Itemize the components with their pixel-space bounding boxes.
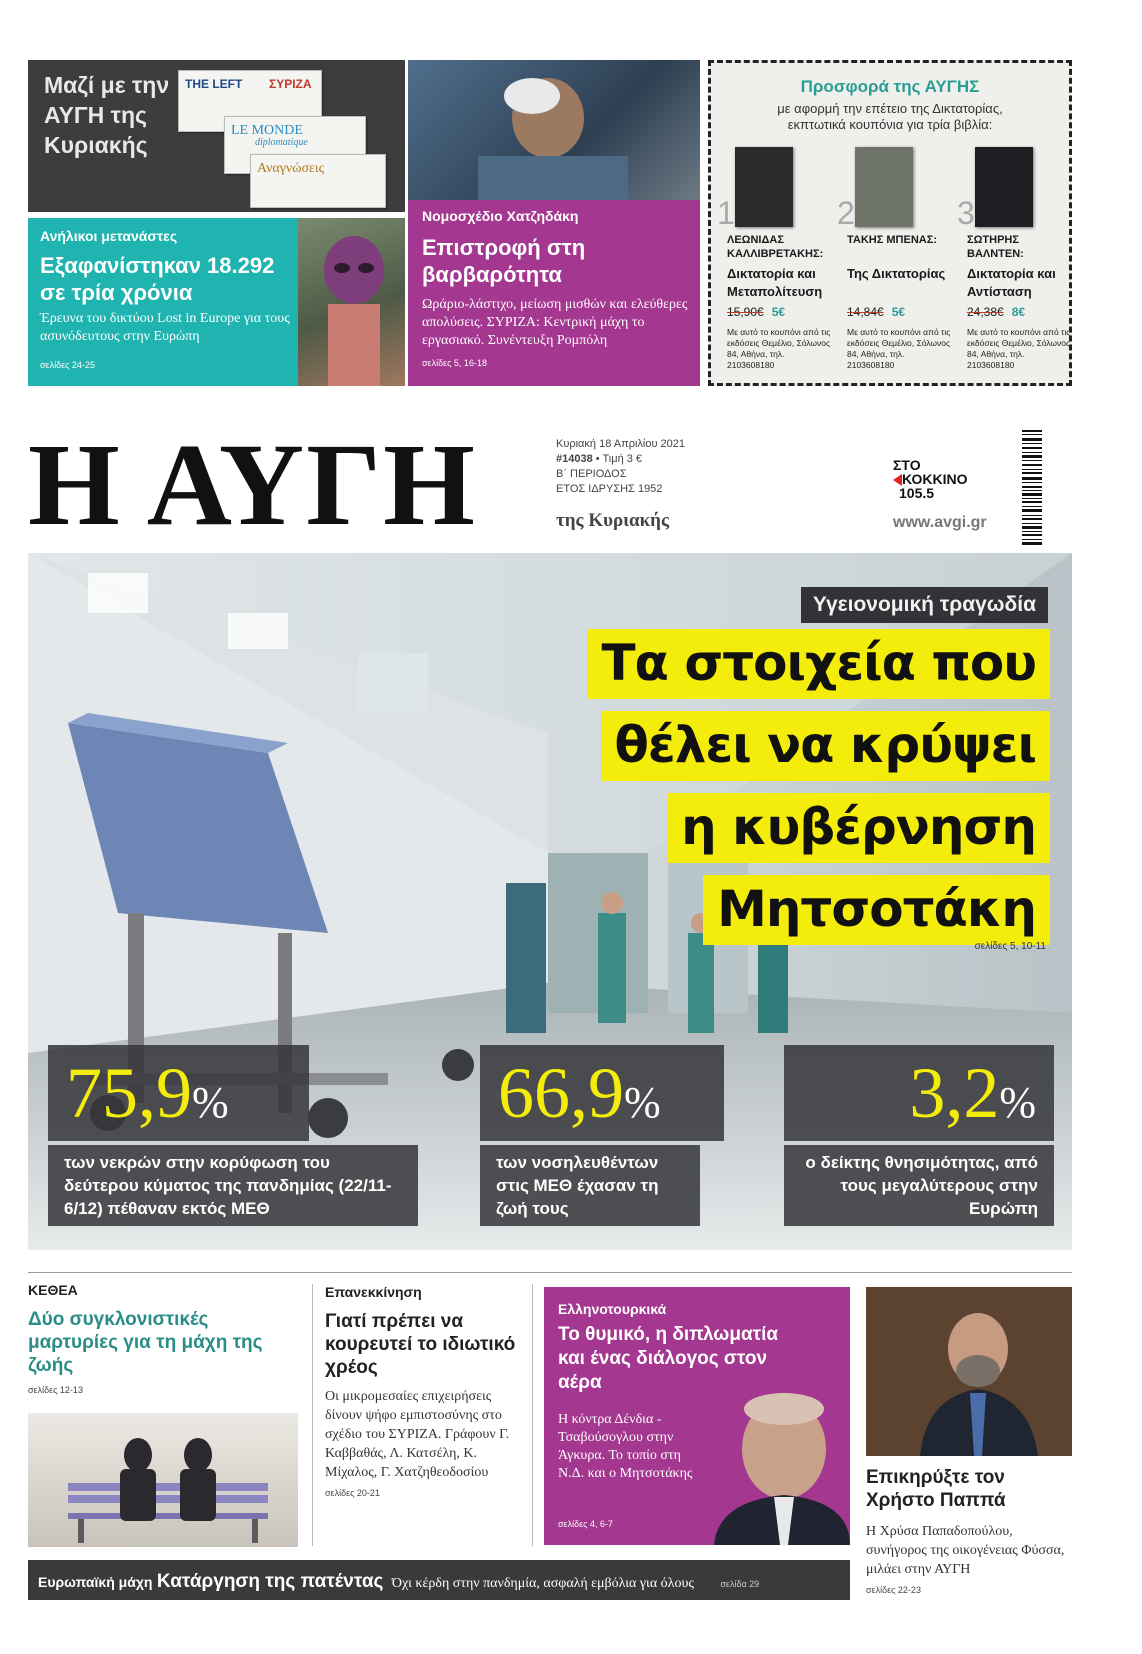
column-divider	[312, 1284, 313, 1546]
patent-line	[38, 1571, 759, 1593]
radio-logo[interactable]	[893, 458, 967, 500]
book-author: ΛΕΩΝΙΔΑΣ ΚΑΛΛΙΒΡΕΤΑΚΗΣ:	[727, 234, 824, 260]
issue-period: Β΄ ΠΕΡΙΟΔΟΣ	[556, 468, 627, 480]
pappas-pages: σελίδες 22-23	[866, 1585, 921, 1595]
stat-caption: των νοσηλευθέντων στις ΜΕΘ έχασαν τη ζωή τους	[480, 1145, 700, 1226]
pappas-photo	[866, 1287, 1072, 1456]
paper-title-monde: LE MONDE	[231, 123, 303, 138]
restart-story[interactable]	[325, 1284, 520, 1498]
hero-headline-line: Τα στοιχεία που	[587, 629, 1050, 699]
minors-headline: Εξαφανίστηκαν 18.292 σε τρία χρόνια	[40, 253, 275, 305]
section-divider	[28, 1272, 1072, 1273]
restart-kicker: Επανεκκίνηση	[325, 1284, 422, 1300]
greek-turkish-story[interactable]	[544, 1287, 850, 1545]
book-cover-3	[975, 147, 1033, 227]
column-divider	[532, 1284, 533, 1546]
greek-turkish-kicker: Ελληνοτουρκικά	[558, 1301, 667, 1317]
paper-subtitle-monde: diplomatique	[255, 137, 308, 148]
restart-headline: Γιατί πρέπει να κουρευτεί το ιδιωτικό χρέος	[325, 1311, 516, 1378]
book-price	[847, 305, 905, 319]
bill-kicker: Νομοσχέδιο Χατζηδάκη	[422, 208, 579, 224]
paper-title-syriza: ΣΥΡΙΖΑ	[269, 77, 312, 91]
old-price: 24,38€	[967, 305, 1004, 319]
bill-body: Ωράριο-λάστιχο, μείωση μισθών και ελεύθερες απολύσεις. ΣΥΡΙΖΑ: Κεντρική μάχη το εργασιακό. Συνέντευξη Ρομπόλη	[422, 297, 688, 348]
hero-headline-line: η κυβέρνηση	[667, 793, 1050, 863]
book-cover-1	[735, 147, 793, 227]
stat-unit: %	[999, 1078, 1036, 1127]
man-portrait-illustration	[866, 1287, 1072, 1456]
radio-line2: ΚΟΚΚΙΝΟ	[902, 471, 968, 487]
book-author: ΣΩΤΗΡΗΣ ΒΑΛΝΤΕΝ:	[967, 234, 1024, 260]
book-price	[967, 305, 1025, 319]
newspaper-masthead[interactable]: Η ΑΥΓΗ	[28, 419, 477, 550]
book-number: 1	[717, 195, 735, 231]
pappas-headline: Επικηρύξτε τον Χρήστο Παππά	[866, 1467, 1006, 1511]
book-fine-print: Με αυτό το κουπόνι από τις εκδόσεις Θεμέλιο, Σόλωνος 84, Αθήνα, τηλ. 2103608180	[967, 327, 1071, 370]
new-price: 5€	[771, 305, 786, 319]
kethea-kicker: ΚΕΘΕΑ	[28, 1282, 78, 1298]
stat-caption: των νεκρών στην κορύφωση του δεύτερου κύματος της πανδημίας (22/11-6/12) πέθαναν εκτός ΜΕΘ	[48, 1145, 418, 1226]
website-link[interactable]: www.avgi.gr	[893, 514, 987, 531]
patent-strip[interactable]	[28, 1560, 850, 1600]
issue-number: #14038	[556, 453, 593, 465]
patent-kicker: Ευρωπαϊκή μάχη	[38, 1574, 153, 1590]
radio-line1: ΣΤΟ	[893, 457, 921, 473]
minors-body: Έρευνα του δικτύου Lost in Europe για τους ασυνόδευτους στην Ευρώπη	[40, 311, 290, 344]
new-price: 8€	[1011, 305, 1026, 319]
book-title: Της Δικτατορίας	[847, 266, 946, 281]
stat-mortality-index	[784, 1045, 1054, 1226]
stat-value: 75,9	[66, 1053, 192, 1133]
book-title: Δικτατορία και Μεταπολίτευση	[727, 266, 823, 299]
hero-kicker: Υγειονομική τραγωδία	[801, 587, 1048, 623]
radio-line2-row	[893, 472, 967, 486]
book-title: Δικτατορία και Αντίσταση	[967, 266, 1056, 299]
promo-together-text: Μαζί με την ΑΥΓΗ της Κυριακής	[44, 72, 170, 158]
book-fine-print: Με αυτό το κουπόνι από τις εκδόσεις Θεμέλιο, Σόλωνος 84, Αθήνα, τηλ. 2103608180	[727, 327, 831, 370]
book-offer-coupon[interactable]	[708, 60, 1072, 386]
book-author: ΤΑΚΗΣ ΜΠΕΝΑΣ:	[847, 234, 937, 246]
promo-together-box[interactable]	[28, 60, 405, 212]
issue-date: Κυριακή 18 Απριλίου 2021	[556, 438, 686, 450]
radio-frequency: 105.5	[899, 485, 935, 502]
kethea-pages: σελίδες 12-13	[28, 1385, 83, 1395]
minors-pages: σελίδες 24-25	[40, 360, 95, 370]
book-cover-2	[855, 147, 913, 227]
patent-headline: Κατάργηση της πατέντας	[156, 1571, 384, 1592]
stat-caption: ο δείκτης θνησιμότητας, από τους μεγαλύτερους στην Ευρώπη	[784, 1145, 1054, 1226]
stat-value-row	[480, 1045, 724, 1141]
minors-photo	[298, 218, 405, 386]
bill-photo	[408, 60, 700, 200]
worker-illustration	[408, 60, 700, 200]
kethea-story[interactable]	[28, 1282, 298, 1395]
offer-title: Προσφορά της ΑΥΓΗΣ	[800, 77, 980, 96]
offer-subtitle: με αφορμή την επέτειο της Δικτατορίας, εκπτωτικά κουπόνια για τρία βιβλία:	[777, 101, 1003, 132]
paper-thumb-readings	[250, 154, 386, 208]
old-price: 14,84€	[847, 305, 884, 319]
stat-value: 66,9	[498, 1053, 624, 1133]
hero-headline	[587, 629, 1050, 957]
issue-founded: ΕΤΟΣ ΙΔΡΥΣΗΣ 1952	[556, 483, 663, 495]
greek-turkish-pages: σελίδες 4, 6-7	[558, 1519, 613, 1529]
stat-value-row	[784, 1045, 1054, 1141]
book-number: 2	[837, 195, 855, 231]
hero-headline-line: Μητσοτάκη	[703, 875, 1050, 945]
old-price: 15,90€	[727, 305, 764, 319]
stat-unit: %	[192, 1078, 229, 1127]
masthead-subtitle: της Κυριακής	[556, 510, 669, 531]
pappas-story[interactable]	[866, 1466, 1072, 1595]
bill-headline: Επιστροφή στη βαρβαρότητα	[422, 235, 586, 287]
stat-icu-deaths	[48, 1045, 418, 1226]
minors-kicker: Ανήλικοι μετανάστες	[40, 228, 178, 244]
bill-pages: σελίδες 5, 16-18	[422, 358, 487, 368]
greek-turkish-body: Η κόντρα Δένδια - Τσαβούσογλου στην Άγκυρα. Το τοπίο στη Ν.Δ. και ο Μητσοτάκης	[558, 1412, 693, 1481]
paper-title-readings: Αναγνώσεις	[257, 161, 325, 176]
hero-headline-line: θέλει να κρύψει	[601, 711, 1050, 781]
minors-story[interactable]	[28, 218, 298, 386]
book-number: 3	[957, 195, 975, 231]
issue-number-line: #14038 • Τιμή 3 €	[556, 453, 643, 465]
patent-body: Όχι κέρδη στην πανδημία, ασφαλή εμβόλια για όλους	[391, 1576, 694, 1591]
paper-title-left: THE LEFT	[185, 77, 243, 91]
new-price: 5€	[891, 305, 906, 319]
book-fine-print: Με αυτό το κουπόνι από τις εκδόσεις Θεμέλιο, Σόλωνος 84, Αθήνα, τηλ. 2103608180	[847, 327, 951, 370]
kethea-headline: Δύο συγκλονιστικές μαρτυρίες για τη μάχη της ζωής	[28, 1309, 263, 1376]
bench-photo	[28, 1413, 298, 1547]
stat-value: 3,2	[909, 1053, 1000, 1133]
barcode-icon	[1022, 430, 1042, 548]
greek-turkish-headline: Το θυμικό, η διπλωματία και ένας διάλογος στον αέρα	[558, 1324, 779, 1393]
hero-story[interactable]	[28, 553, 1072, 1250]
restart-body: Οι μικρομεσαίες επιχειρήσεις δίνουν ψήφο εμπιστοσύνης στο σχέδιο του ΣΥΡΙΖΑ. Γράφουν Γ. Καββαθάς, Λ. Κατσέλη, Κ. Μίχαλος, Γ. Χατζηθεοδοσίου	[325, 1389, 510, 1480]
bill-story[interactable]	[408, 200, 700, 386]
book-price	[727, 305, 785, 319]
stat-icu-fatality	[480, 1045, 710, 1226]
patent-pages: σελίδα 29	[720, 1579, 760, 1589]
issue-meta	[556, 437, 685, 497]
stat-unit: %	[624, 1078, 661, 1127]
stat-value-row	[48, 1045, 309, 1141]
masked-child-illustration	[298, 218, 405, 386]
politician-portrait-illustration	[704, 1383, 850, 1545]
restart-pages: σελίδες 20-21	[325, 1488, 380, 1498]
hero-pages: σελίδες 5, 10-11	[974, 941, 1046, 952]
pappas-body: Η Χρύσα Παπαδοπούλου, συνήγορος της οικογένειας Φύσσα, μιλάει στην ΑΥΓΗ	[866, 1524, 1065, 1577]
issue-price: Τιμή 3 €	[602, 453, 643, 465]
bench-silhouettes-illustration	[28, 1413, 298, 1547]
